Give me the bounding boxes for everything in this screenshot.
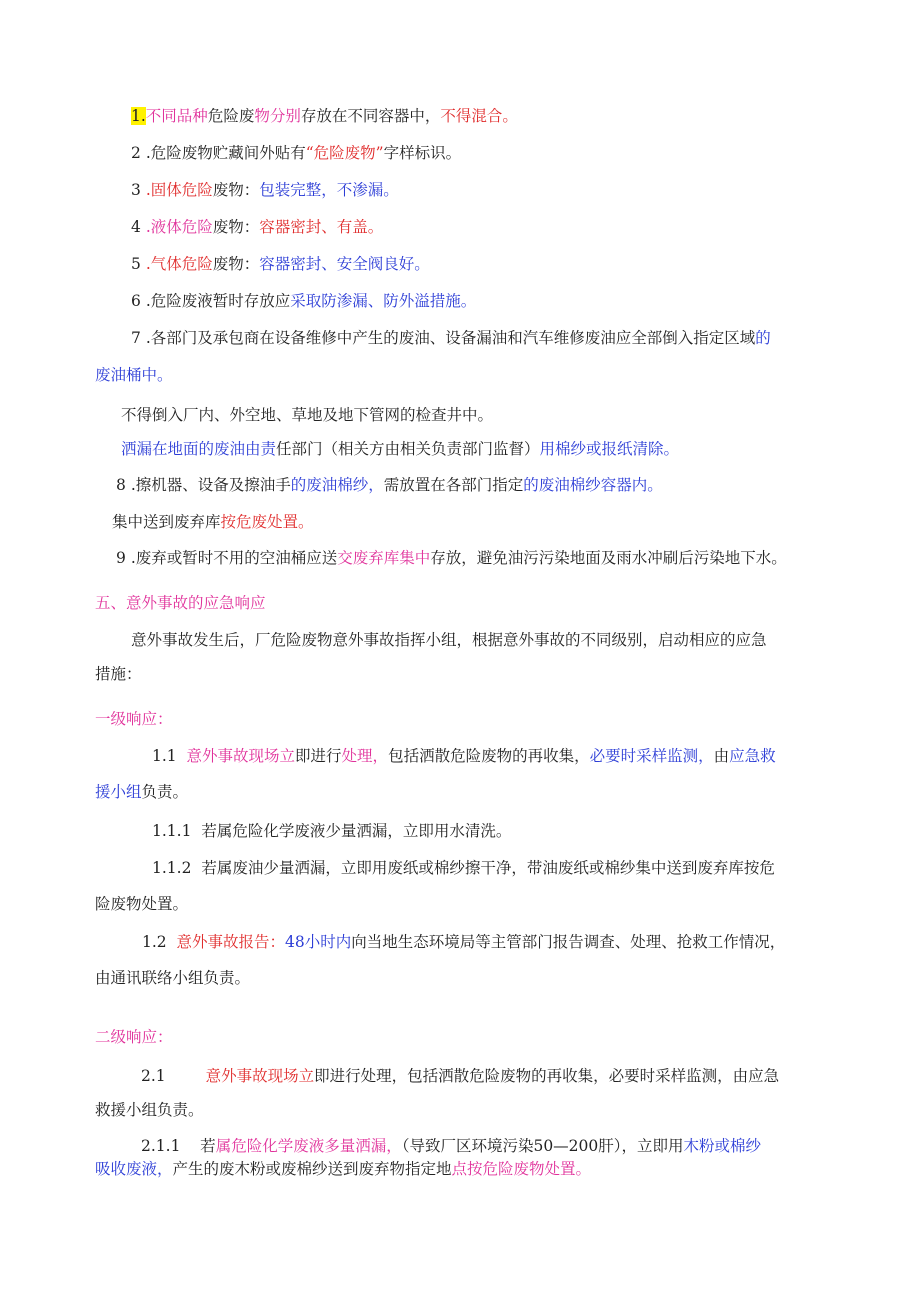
para-1-1-number: 1.1 <box>152 747 177 765</box>
para-1-1-2-cont: 险废物处置。 <box>95 895 189 913</box>
rule-7-spill: 洒漏在地面的废油由责任部门（相关方由相关负责部门监督）用棉纱或报纸清除。 <box>121 440 680 458</box>
rule-1: 1.不同品种危险废物分别存放在不同容器中，不得混合。 <box>131 107 518 125</box>
para-1-2: 1.2 意外事故报告：48小时内向当地生态环境局等主管部门报告调查、处理、抢救工作情况， <box>142 933 786 951</box>
rule-1-number: 1. <box>131 107 146 125</box>
rule-3: 3 .固体危险废物：包装完整，不渗漏。 <box>131 181 399 199</box>
rule-9: 9 .废弃或暂时不用的空油桶应送交废弃库集中存放，避免油污污染地面及雨水冲刷后污染地下水。 <box>116 549 787 567</box>
rule-2: 2 .危险废物贮藏间外贴有“危险废物”字样标识。 <box>131 144 462 162</box>
rule-4: 4 .液体危险废物：容器密封、有盖。 <box>131 218 384 236</box>
rule-3-number: 3 <box>131 181 141 199</box>
para-2-1: 2.1 意外事故现场立即进行处理，包括洒散危险废物的再收集，必要时采样监测，由应急 <box>141 1067 780 1085</box>
rule-5-number: 5 <box>131 255 141 273</box>
rule-8-number: 8 <box>116 476 126 494</box>
section-5-title: 五、意外事故的应急响应 <box>95 594 266 612</box>
level-2-title: 二级响应： <box>95 1028 173 1046</box>
para-1-1: 1.1 意外事故现场立即进行处理，包括洒散危险废物的再收集，必要时采样监测，由应急救 <box>152 747 776 765</box>
para-2-1-number: 2.1 <box>141 1067 166 1085</box>
rule-6-number: 6 <box>131 292 141 310</box>
para-2-1-1-cont: 吸收废液，产生的废木粉或废棉纱送到废弃物指定地点按危险废物处置。 <box>95 1160 592 1178</box>
para-1-1-cont: 援小组负责。 <box>95 783 189 801</box>
section-5-intro-cont: 措施： <box>95 665 142 683</box>
rule-7: 7 .各部门及承包商在设备维修中产生的废油、设备漏油和汽车维修废油应全部倒入指定区域的 <box>131 329 771 347</box>
rule-8-cont: 集中送到废弃库按危废处置。 <box>112 513 314 531</box>
para-1-1-2: 1.1.2 若属废油少量洒漏，立即用废纸或棉纱擦干净，带油废纸或棉纱集中送到废弃库按危 <box>152 859 775 877</box>
para-2-1-cont: 救援小组负责。 <box>95 1101 204 1119</box>
para-1-1-1-number: 1.1.1 <box>152 822 192 840</box>
para-2-1-1: 2.1.1 若属危险化学废液多量洒漏，（导致厂区环境污染50—200肝），立即用木粉或棉纱 <box>141 1137 762 1155</box>
rule-5: 5 .气体危险废物：容器密封、安全阀良好。 <box>131 255 430 273</box>
rule-7-note: 不得倒入厂内、外空地、草地及地下管网的检查井中。 <box>121 406 494 424</box>
rule-4-number: 4 <box>131 218 141 236</box>
level-1-title: 一级响应： <box>95 710 173 728</box>
section-5-intro: 意外事故发生后，厂危险废物意外事故指挥小组，根据意外事故的不同级别，启动相应的应急 <box>131 631 767 649</box>
para-1-2-cont: 由通讯联络小组负责。 <box>95 969 251 987</box>
rule-7-cont: 废油桶中。 <box>95 366 173 384</box>
rule-9-number: 9 <box>116 549 126 567</box>
rule-2-number: 2 <box>131 144 141 162</box>
para-2-1-1-number: 2.1.1 <box>141 1137 181 1155</box>
rule-6: 6 .危险废液暂时存放应采取防渗漏、防外溢措施。 <box>131 292 477 310</box>
para-1-1-1: 1.1.1 若属危险化学废液少量洒漏，立即用水清洗。 <box>152 822 512 840</box>
para-1-2-number: 1.2 <box>142 933 167 951</box>
rule-8: 8 .擦机器、设备及擦油手的废油棉纱，需放置在各部门指定的废油棉纱容器内。 <box>116 476 663 494</box>
rule-7-number: 7 <box>131 329 141 347</box>
para-1-1-2-number: 1.1.2 <box>152 859 192 877</box>
